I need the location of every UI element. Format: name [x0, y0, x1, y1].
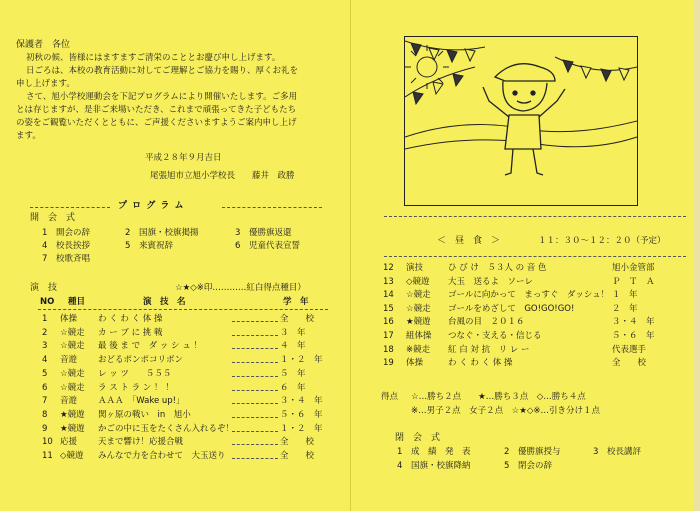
pm-event-grade: ２ 年 [612, 303, 638, 314]
opening-item: 校歌斉唱 [56, 254, 91, 264]
pm-event-no: 17 [383, 331, 394, 341]
letter-line: 初秋の候、皆様にはますますご清栄のこととお慶び申し上げます。 [26, 53, 281, 63]
fold-line [350, 0, 351, 511]
points-line-2: ※…男子２点 女子２点 ☆★◇※…引き分け１点 [411, 406, 601, 416]
event-no: 5 [42, 368, 48, 379]
opening-item: 国旗・校旗掲揚 [139, 228, 199, 238]
pm-event-grade: ５・６ 年 [612, 331, 655, 341]
event-no: 7 [42, 396, 48, 407]
pm-event-no: 18 [383, 344, 394, 355]
event-name: かごの中に玉をたくさん入れるぞ！ [98, 423, 235, 434]
pm-event-name: わ く わ く 体 操 [448, 358, 513, 369]
pm-event-type: 演技 [406, 263, 424, 273]
closing-item: 校長講評 [607, 447, 642, 457]
program-title: プ ロ グ ラ ム [118, 201, 185, 211]
pm-event-grade: ３・４ 年 [612, 317, 655, 328]
event-no: 8 [42, 409, 48, 420]
pm-event-grade: Ｐ Ｔ Ａ [612, 276, 655, 287]
child-drawing [404, 36, 638, 206]
pm-event-grade: 全 校 [612, 358, 647, 369]
letter-line: の姿をご観覧いただくとともに、ご声援くださいますようご案内申し上げ [16, 118, 297, 128]
events-title: 演 技 [30, 283, 58, 293]
pm-event-grade: １ 年 [612, 290, 638, 301]
lunch-time: １１：３０〜１２：２０（予定） [538, 236, 666, 246]
pm-event-no: 19 [383, 358, 394, 369]
pm-event-no: 12 [383, 263, 394, 273]
closing-item-no: 1 [397, 447, 403, 457]
event-grade: ５・６ 年 [280, 409, 323, 420]
points-label: 得点 [381, 392, 399, 402]
opening-item: 開会の辞 [56, 228, 91, 238]
event-type: ☆競走 [60, 327, 85, 338]
event-name: みんなで力を合わせて 大玉送り [98, 451, 226, 461]
event-name: おどるポンポコリボン [98, 355, 184, 366]
letter-line: ます。 [16, 131, 41, 141]
letter-line: さて、旭小学校運動会を下記プログラムにより開催いたします。ご多用 [26, 92, 298, 102]
pm-event-name: 紅 白 対 抗 リ レ ー [448, 344, 530, 355]
opening-item-no: 5 [125, 241, 131, 251]
event-no: 10 [42, 437, 53, 448]
event-grade: 全 校 [280, 451, 315, 461]
event-grade: １・２ 年 [280, 355, 323, 366]
opening-item-no: 6 [235, 241, 241, 251]
event-grade: ５ 年 [280, 368, 306, 379]
opening-item-no: 2 [125, 228, 131, 238]
opening-item-no: 4 [42, 241, 48, 251]
opening-item-no: 7 [42, 254, 48, 264]
closing-item: 閉会の辞 [518, 461, 553, 471]
pm-event-name: つなぐ・支える・信じる [448, 331, 542, 341]
child-figure [483, 64, 565, 175]
pm-event-no: 13 [383, 276, 394, 287]
lunch-rule-top [384, 216, 686, 217]
letter-signature: 尾張旭市立旭小学校長 藤井 政勝 [150, 171, 295, 181]
event-name: ラ ス ト ラ ン ！ ！ [98, 382, 174, 393]
leader-dots [232, 431, 278, 432]
letter-line: 申し上げます。 [16, 79, 75, 89]
closing-item-no: 3 [593, 447, 599, 457]
event-grade: ６ 年 [280, 382, 306, 393]
pm-event-no: 14 [383, 290, 394, 301]
closing-item-no: 4 [397, 461, 403, 471]
closing-item-no: 2 [504, 447, 510, 457]
pm-event-type: ☆競走 [406, 303, 431, 314]
event-no: 1 [42, 314, 48, 324]
event-type: ★競遊 [60, 423, 85, 434]
col-type: 種目 [68, 297, 86, 307]
leader-dots [232, 348, 278, 349]
pm-event-type: ★競遊 [406, 317, 431, 328]
event-name: 天まで響け！応援合戦 [98, 437, 184, 448]
closing-item: 国旗・校旗降納 [411, 461, 471, 471]
events-legend: ☆★◇※印…………紅白得点種目） [175, 283, 306, 293]
header-rule [38, 309, 328, 310]
opening-item: 優勝旗返還 [249, 228, 292, 238]
pm-event-grade: 旭小金管部 [612, 263, 655, 273]
event-no: 3 [42, 341, 48, 352]
event-grade: ３ 年 [280, 327, 306, 338]
leader-dots [232, 362, 278, 363]
leader-dots [232, 444, 278, 445]
event-no: 11 [42, 451, 53, 461]
event-type: 体操 [60, 314, 78, 324]
pm-event-grade: 代表選手 [612, 344, 647, 355]
pm-event-type: 組体操 [406, 331, 432, 341]
event-grade: ４ 年 [280, 341, 306, 352]
pm-event-type: 体操 [406, 358, 424, 369]
event-type: 応援 [60, 437, 78, 448]
opening-item-no: 1 [42, 228, 48, 238]
pm-event-name: ひ び け ５３人 の 音 色 [448, 263, 547, 273]
title-rule-left [30, 207, 110, 208]
opening-item: 来賓祝辞 [139, 241, 174, 251]
closing-item: 優勝旗授与 [518, 447, 561, 457]
event-grade: 全 校 [280, 314, 315, 324]
leader-dots [232, 335, 278, 336]
event-no: 2 [42, 327, 48, 338]
letter-date: 平成２８年９月吉日 [145, 153, 222, 163]
pm-event-name: 大玉 送るよ ソーレ [448, 276, 533, 287]
event-type: ☆競走 [60, 382, 85, 393]
leader-dots [232, 321, 278, 322]
event-name: 関ヶ原の戦い in 旭小 [98, 409, 191, 420]
event-type: ☆競走 [60, 341, 85, 352]
sun-icon [405, 45, 449, 89]
opening-item-no: 3 [235, 228, 241, 238]
event-name: ＡＡＡ 「Wake up!」 [98, 396, 185, 407]
event-no: 6 [42, 382, 48, 393]
leader-dots [232, 390, 278, 391]
event-name: 最 後 ま で ダ ッ シ ュ ！ [98, 341, 202, 352]
event-name: カ ー ブ に 挑 戦 [98, 327, 163, 338]
lunch-rule-bottom [384, 256, 686, 257]
leader-dots [232, 458, 278, 459]
event-type: ★競遊 [60, 409, 85, 420]
event-no: 9 [42, 423, 48, 434]
event-name: レ ッ ツ ５５５ [98, 368, 172, 379]
event-grade: 全 校 [280, 437, 315, 448]
pm-event-name: ゴールをめざして GO!GO!GO! [448, 303, 575, 314]
event-grade: １・２ 年 [280, 423, 323, 434]
pm-event-no: 16 [383, 317, 394, 328]
opening-title: 開 会 式 [30, 213, 76, 223]
lunch-label: ＜ 昼 食 ＞ [437, 236, 501, 246]
col-no: NO [40, 297, 55, 307]
closing-title: 閉 会 式 [395, 433, 441, 443]
event-type: 音遊 [60, 355, 78, 366]
pm-event-name: 台風の目 ２０１６ [448, 317, 525, 328]
pm-event-no: 15 [383, 303, 394, 314]
drawing-art [405, 37, 637, 205]
event-name: わ く わ く 体 操 [98, 314, 163, 324]
closing-item: 成 績 発 表 [411, 447, 471, 457]
opening-item: 校長挨拶 [56, 241, 91, 251]
leader-dots [232, 417, 278, 418]
leader-dots [232, 403, 278, 404]
event-no: 4 [42, 355, 48, 366]
event-grade: ３・４ 年 [280, 396, 323, 407]
addressee: 保護者 各位 [16, 40, 71, 50]
closing-item-no: 5 [504, 461, 510, 471]
event-type: ◇競遊 [60, 451, 84, 461]
title-rule-right [222, 207, 322, 208]
opening-item: 児童代表宣誓 [249, 241, 301, 251]
pm-event-name: ゴールに向かって まっすぐ ダッシュ！ [448, 290, 610, 301]
event-type: ☆競走 [60, 368, 85, 379]
pm-event-type: ☆競走 [406, 290, 431, 301]
pm-event-type: ※競走 [406, 344, 431, 355]
paper-edge [694, 0, 700, 511]
pm-event-type: ◇競遊 [406, 276, 430, 287]
letter-line: とは存じますが、是非ご来場いただき、これまで頑張ってきた子どもたち [16, 105, 297, 115]
points-line-1: ☆…勝ち２点 ★…勝ち３点 ◇…勝ち４点 [411, 392, 586, 402]
event-type: 音遊 [60, 396, 78, 407]
leader-dots [232, 376, 278, 377]
col-grade: 学 年 [283, 297, 309, 307]
letter-line: 日ごろは、本校の教育活動に対してご理解とご協力を賜り、厚くお礼を [26, 66, 299, 76]
col-name: 演 技 名 [143, 297, 186, 307]
